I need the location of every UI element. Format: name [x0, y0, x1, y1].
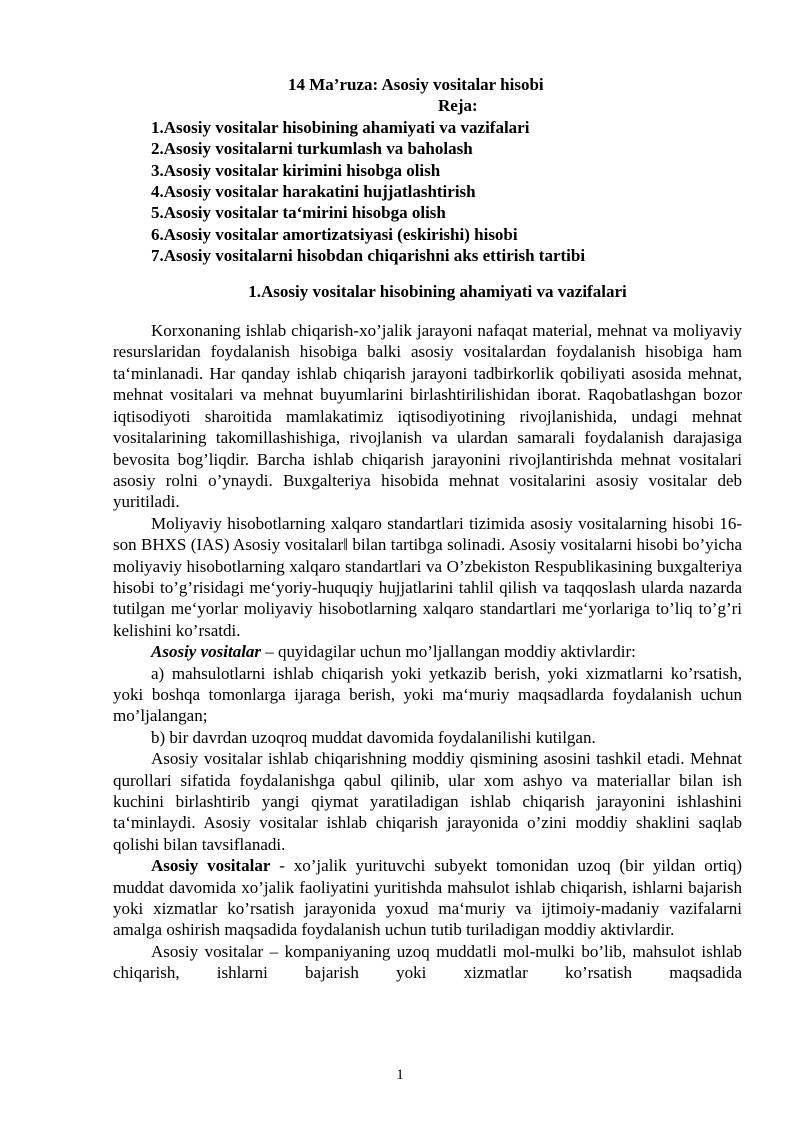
lecture-title: 14 Ma’ruza: Asosiy vositalar hisobi	[288, 75, 544, 94]
paragraph-intro: Korxonaning ishlab chiqarish-xo’jalik jarayoni nafaqat material, mehnat va moliyaviy resurslaridan foydalanish hisobiga balki asosiy vositalardan foydalanish hisobiga ham ta‘minlanadi. Har qanday ishlab chiqarish jarayoni tadbirkorlik qobiliyati asosida mehnat, mehnat vositalari va mehnat buyumlarini birlashtirilishidan iborat. Raqobatlashgan bozor iqtisodiyoti sharoitida mamlakatimiz iqtisodiyotining rivojlanishida, undagi mehnat vositalarining takomillashishiga, rivojlanish va ulardan samarali foydalanish darajasiga bevosita bog’liqdir. Barcha ishlab chiqarish jarayonini rivojlantirishda mehnat vositalari asosiy rolni o’ynaydi. Buxgalteriya hisobida mehnat vositalarini asosiy vositalar deb yuritiladi.	[113, 321, 742, 512]
plan-item: 2.Asosiy vositalarni turkumlash va baholash	[151, 139, 473, 159]
definition-text: - xo’jalik yurituvchi subyekt tomonidan uzoq (bir yildan ortiq) muddat davomida xo’jalik faoliyatini yuritishda mahsulot ishlab chiqarish, ishlarni bajarish yoki xizmatlar ko’rsatish jarayonida yoxud ma‘muriy va ijtimoiy-madaniy vazifalarni amalga oshirish maqsadida foydalanish uchun tutib turiladigan moddiy aktivlardir.	[113, 856, 743, 940]
section-heading: 1.Asosiy vositalar hisobining ahamiyati va vazifalari	[248, 281, 627, 301]
plan-item: 3.Asosiy vositalar kirimini hisobga olish	[151, 160, 441, 180]
plan-item: 4.Asosiy vositalar harakatini hujjatlashtirish	[151, 182, 476, 202]
defined-term: Asosiy vositalar	[151, 856, 271, 876]
paragraph-standards: Moliyaviy hisobotlarning xalqaro standartlari tizimida asosiy vositalarning hisobi 16-son BHXS (IAS) Asosiy vositalar‖ bilan tartibga solinadi. Asosiy vositalarni hisobi bo’yicha moliyaviy hisobotlarning xalqaro standartlari va O’zbekiston Respublikasining buxgalteriya hisobi to’g’risidagi me‘yoriy-huquqiy hujjatlarini tahlil qilish va taqqoslash ularda nazarda tutilgan me‘yorlar moliyaviy hisobotlarning xalqaro standartlari me‘yorlariga to’liq to’g’ri kelishini ko’rsatdi.	[113, 513, 742, 640]
paragraph-long-term-assets: Asosiy vositalar – kompaniyaning uzoq muddatli mol-mulki bo’lib, mahsulot ishlab chiqarish, ishlarni bajarish yoki xizmatlar ko’rsatish maqsadida	[113, 941, 742, 983]
list-item-a: a) mahsulotlarni ishlab chiqarish yoki yetkazib berish, yoki xizmatlarni ko’rsatish, yoki boshqa tomonlarga ijaraga berish, yoki ma‘muriy maqsadlarda foydalanish uchun mo’ljalangan;	[113, 663, 742, 726]
plan-item: 6.Asosiy vositalar amortizatsiyasi (eskirishi) hisobi	[151, 224, 518, 244]
plan-item: 1.Asosiy vositalar hisobining ahamiyati va vazifalari	[151, 117, 530, 137]
page-content	[113, 74, 742, 984]
plan-item: 7.Asosiy vositalarni hisobdan chiqarishni aks ettirish tartibi	[151, 246, 586, 266]
page-number: 1	[396, 1067, 404, 1083]
list-item-b: b) bir davrdan uzoqroq muddat davomida foydalanilishi kutilgan.	[151, 727, 596, 747]
plan-list	[113, 117, 742, 267]
plan-item: 5.Asosiy vositalar ta‘mirini hisobga olish	[151, 203, 446, 223]
defined-term: Asosiy vositalar	[151, 642, 262, 662]
definition-text: – quyidagilar uchun mo’ljallangan moddiy aktivlardir:	[261, 642, 636, 662]
plan-heading: Reja:	[438, 96, 478, 116]
paragraph-definition-2	[113, 855, 742, 941]
paragraph-definition	[113, 641, 742, 662]
paragraph-material-basis: Asosiy vositalar ishlab chiqarishning moddiy qismining asosini tashkil etadi. Mehnat qurollari sifatida foydalanishga qabul qilinib, ular xom ashyo va materiallar bilan ish kuchini birlashtirib yangi qiymat yaratiladigan ishlab chiqarish jarayonini ishlashini ta‘minlaydi. Asosiy vositalar ishlab chiqarish jarayonida o’zini moddiy shaklini saqlab qolishi bilan tavsiflanadi.	[113, 749, 742, 854]
